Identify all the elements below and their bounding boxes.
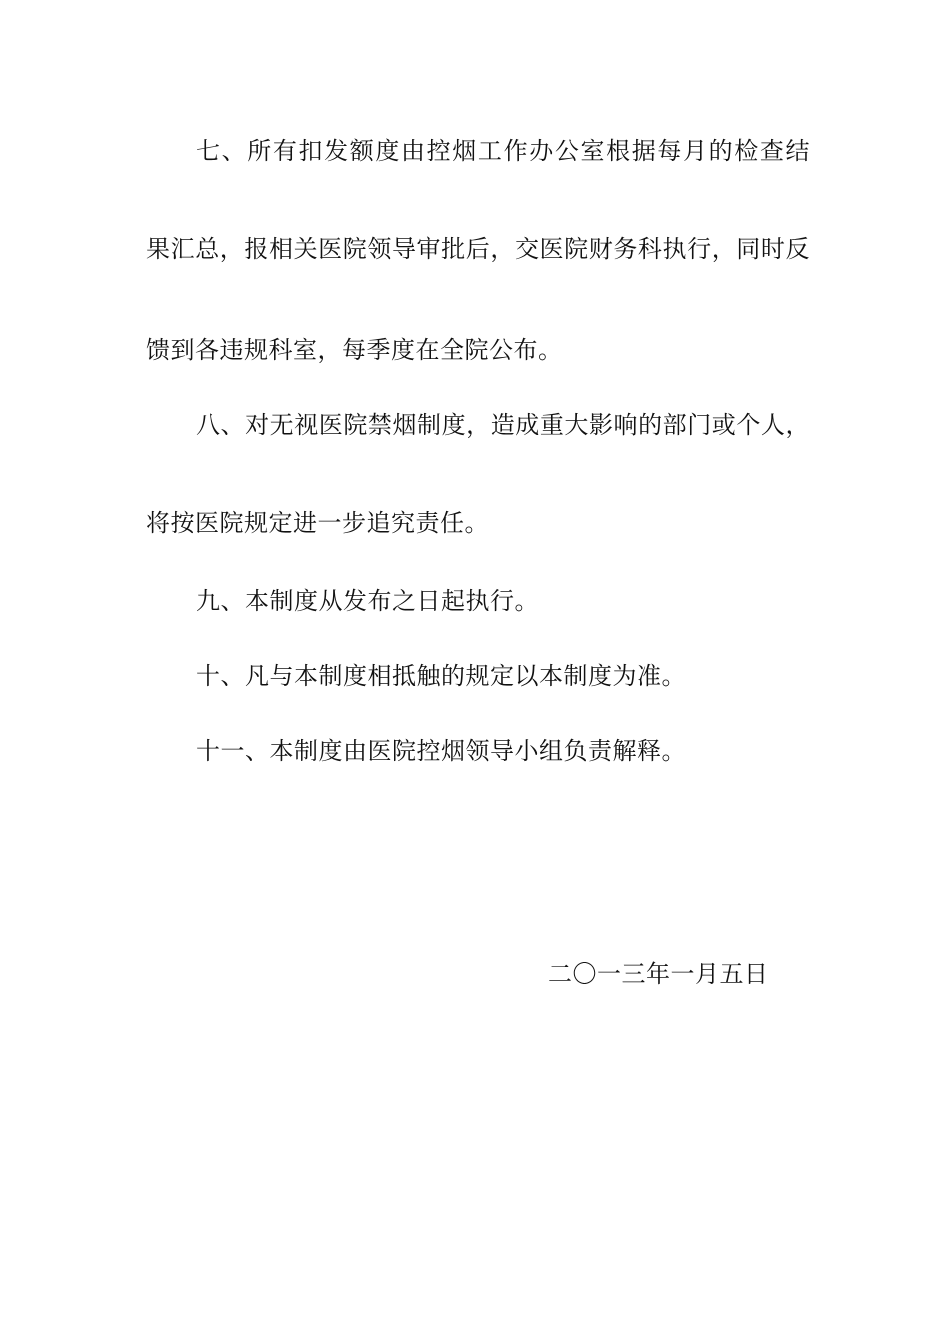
paragraph-7-line-2: 果汇总，报相关医院领导审批后，交医院财务科执行，同时反 xyxy=(146,235,810,263)
paragraph-10: 十、凡与本制度相抵触的规定以本制度为准。 xyxy=(196,662,686,690)
paragraph-8-line-2: 将按医院规定进一步追究责任。 xyxy=(146,509,489,537)
paragraph-9: 九、本制度从发布之日起执行。 xyxy=(196,587,539,615)
paragraph-8-line-1: 八、对无视医院禁烟制度，造成重大影响的部门或个人， xyxy=(196,411,810,439)
document-date: 二〇一三年一月五日 xyxy=(548,960,769,988)
paragraph-7-line-3: 馈到各违规科室，每季度在全院公布。 xyxy=(146,336,563,364)
paragraph-7-line-1: 七、所有扣发额度由控烟工作办公室根据每月的检查结 xyxy=(196,137,810,165)
paragraph-11: 十一、本制度由医院控烟领导小组负责解释。 xyxy=(196,737,686,765)
